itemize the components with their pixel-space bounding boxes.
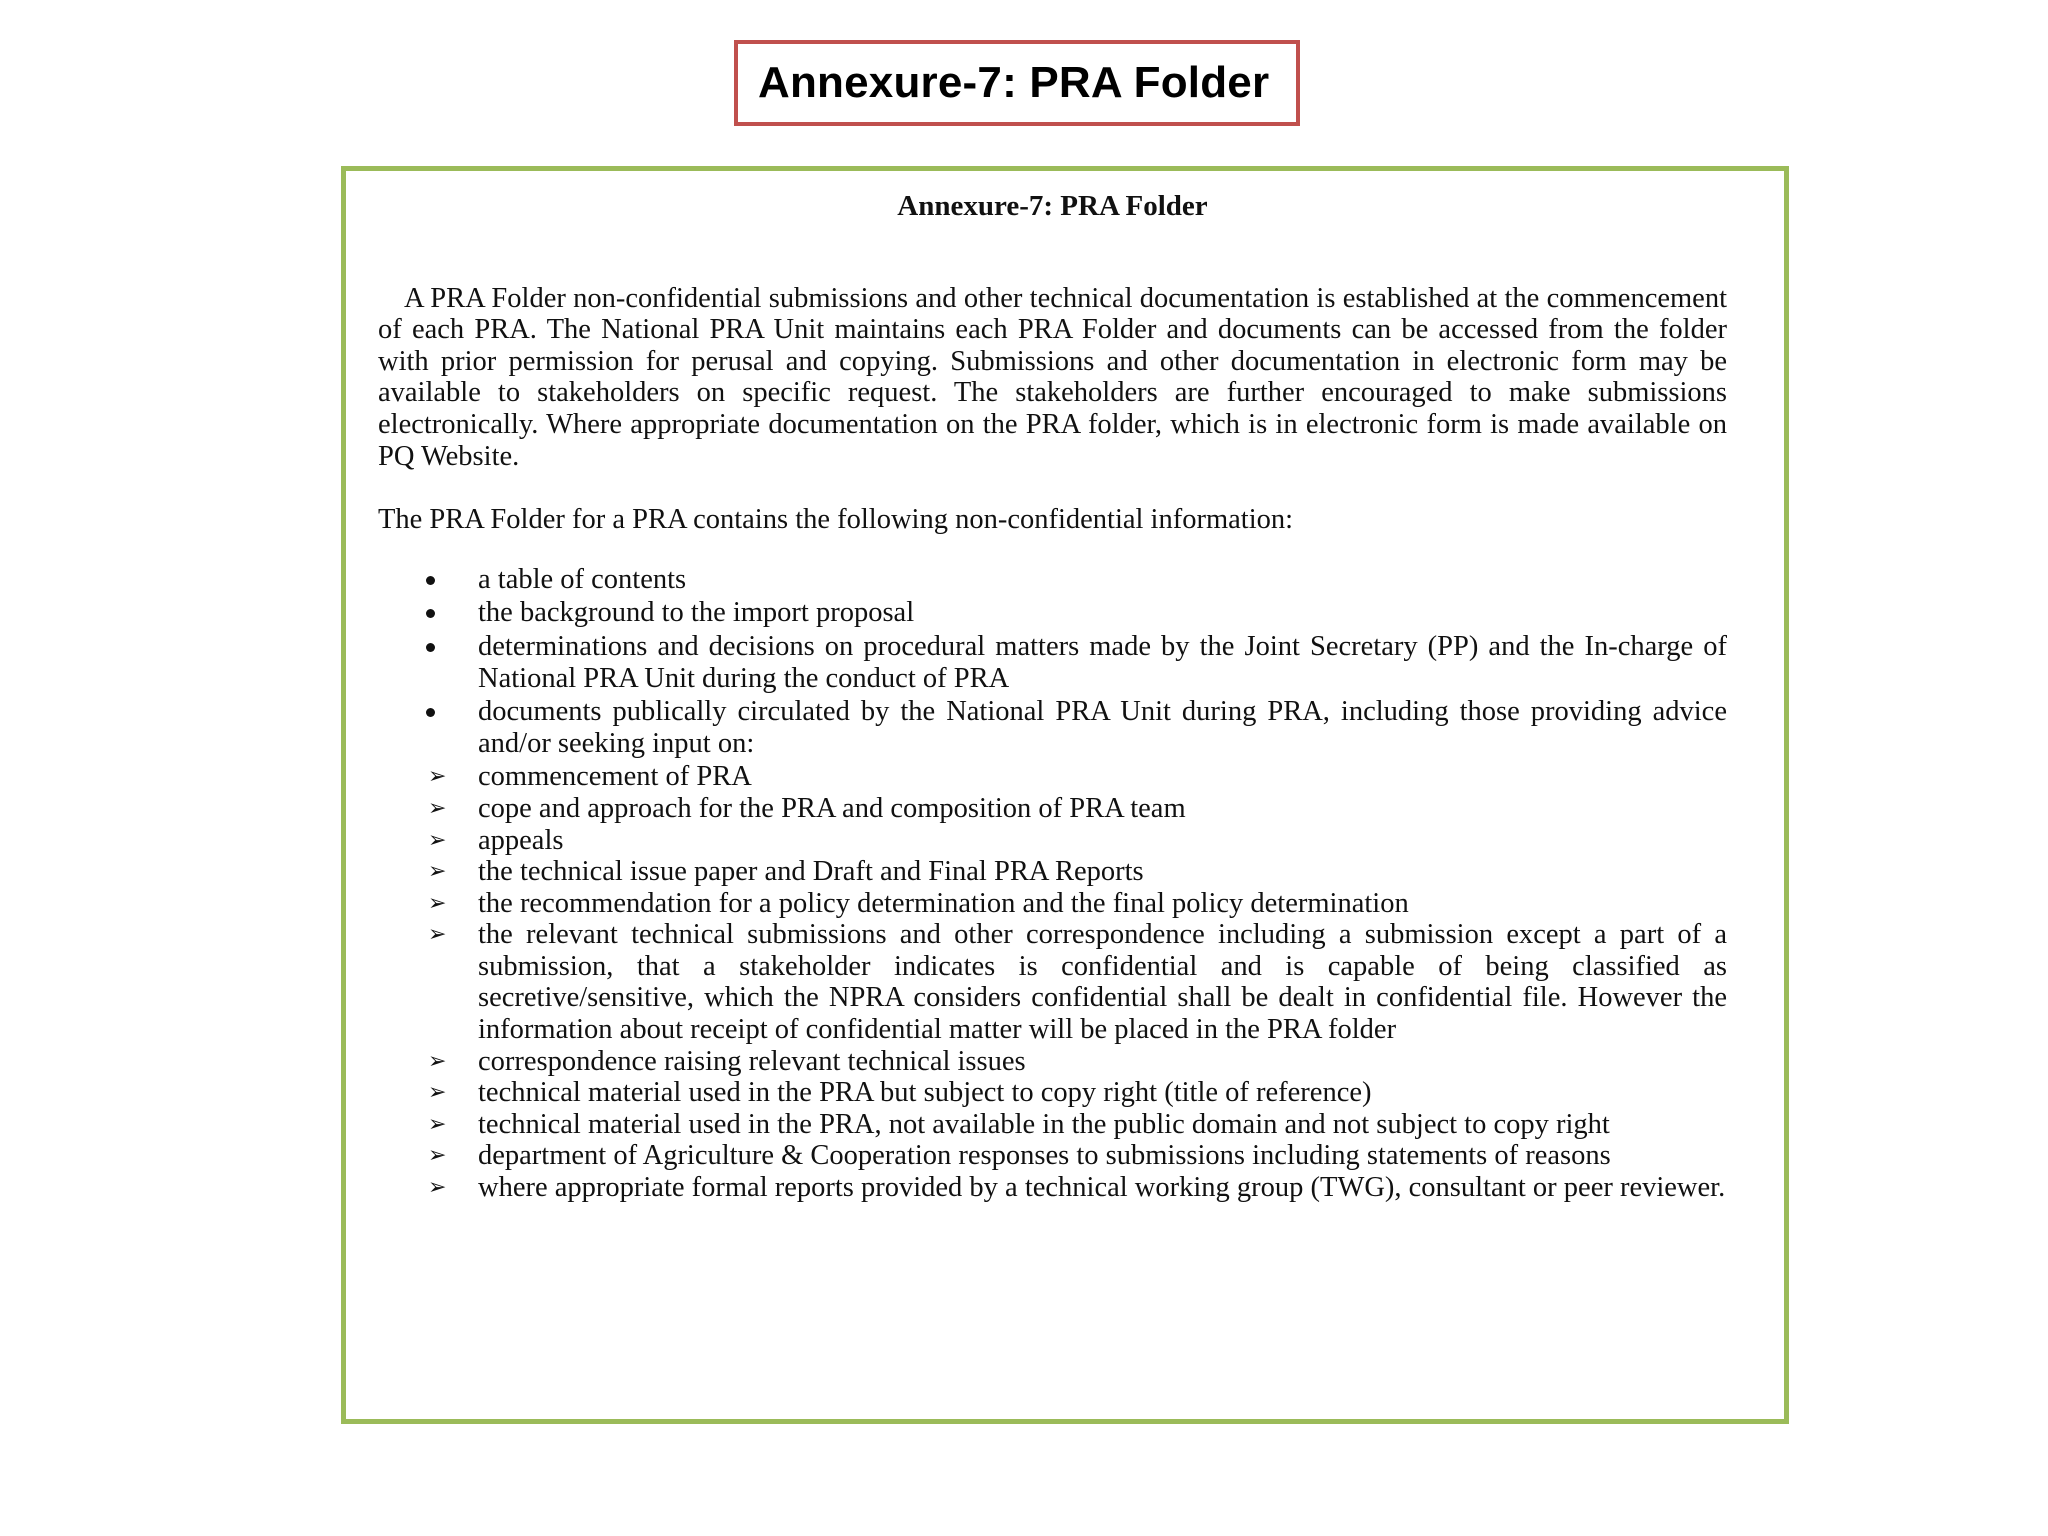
sub-list-item (378, 888, 1727, 920)
intro-paragraph: A PRA Folder non-confidential submissions and other technical documentation is established at the commencement of each PRA. The National PRA Unit maintains each PRA Folder and documents can be accessed from the folder with prior permission for perusal and copying. Submissions and other documentation in electronic form may be available to stakeholders on specific request. The stakeholders are further encouraged to make submissions electronically. Where appropriate documentation on the PRA folder, which is in electronic form is made available on PQ Website. (378, 282, 1727, 472)
document-body (378, 191, 1727, 1204)
bullet-icon (426, 708, 435, 717)
sub-list (378, 761, 1727, 1203)
sub-list-item-text: appeals (478, 824, 564, 856)
sub-list-item (378, 1140, 1727, 1172)
document-heading: Annexure-7: PRA Folder (897, 190, 1208, 222)
arrow-bullet-icon: ➢ (428, 764, 447, 790)
sub-list-item (378, 1109, 1727, 1141)
sub-list-item-text: correspondence raising relevant technical issues (478, 1045, 1026, 1077)
arrow-bullet-icon: ➢ (428, 890, 447, 916)
sub-list-item (378, 1172, 1727, 1204)
sub-list-item-text: the technical issue paper and Draft and Final PRA Reports (478, 856, 1144, 888)
arrow-bullet-icon: ➢ (428, 795, 447, 821)
sub-list-item-text: technical material used in the PRA but subject to copy right (title of reference) (478, 1077, 1372, 1109)
sub-list-item-text: where appropriate formal reports provided by a technical working group (TWG), consultant or peer reviewer. (478, 1172, 1726, 1204)
slide-title-box (734, 40, 1300, 126)
list-item-text: determinations and decisions on procedural matters made by the Joint Secretary (PP) and the In-charge of National PRA Unit during the conduct of PRA (478, 630, 1727, 694)
list-item-text: a table of contents (478, 563, 687, 595)
sub-list-item (378, 1046, 1727, 1078)
arrow-bullet-icon: ➢ (428, 859, 447, 885)
arrow-bullet-icon: ➢ (428, 1175, 447, 1201)
sub-list-item-text: the relevant technical submissions and other correspondence including a submission except a part of a submission, that a stakeholder indicates is confidential and is capable of being classified as secretive/sensitive, which the NPRA considers confidential shall be dealt in confidential file. However the information about receipt of confidential matter will be placed in the PRA folder (478, 919, 1727, 1046)
sub-list-item-text: commencement of PRA (478, 761, 752, 793)
arrow-bullet-icon: ➢ (428, 1048, 447, 1074)
list-item-text: the background to the import proposal (478, 597, 915, 629)
list-item (378, 631, 1727, 694)
arrow-bullet-icon: ➢ (428, 1080, 447, 1106)
arrow-bullet-icon: ➢ (428, 1143, 447, 1169)
sub-list-item (378, 825, 1727, 857)
arrow-bullet-icon: ➢ (428, 827, 447, 853)
sub-list-item-text: department of Agriculture & Cooperation responses to submissions including statements of reasons (478, 1140, 1611, 1172)
sub-list-item (378, 761, 1727, 793)
sub-list-item (378, 793, 1727, 825)
bullet-icon (426, 609, 435, 618)
arrow-bullet-icon: ➢ (428, 922, 447, 948)
bullet-icon (426, 576, 435, 585)
bullet-icon (426, 643, 435, 652)
contents-list (378, 564, 1727, 760)
list-item-text: documents publically circulated by the National PRA Unit during PRA, including those providing advice and/or seeking input on: (478, 696, 1727, 759)
slide-title: Annexure-7: PRA Folder (758, 58, 1270, 107)
sub-list-item-text: technical material used in the PRA, not available in the public domain and not subject to copy right (478, 1108, 1610, 1140)
list-item (378, 696, 1727, 759)
sub-list-item (378, 1077, 1727, 1109)
sub-list-item-text: the recommendation for a policy determination and the final policy determination (478, 887, 1409, 919)
sub-list-item-text: cope and approach for the PRA and composition of PRA team (478, 792, 1186, 824)
document-frame (341, 166, 1789, 1424)
list-item (378, 597, 1727, 629)
sub-list-item (378, 919, 1727, 1045)
list-item (378, 564, 1727, 596)
contents-intro-paragraph: The PRA Folder for a PRA contains the following non-confidential information: (378, 504, 1294, 536)
sub-list-item (378, 856, 1727, 888)
arrow-bullet-icon: ➢ (428, 1111, 447, 1137)
